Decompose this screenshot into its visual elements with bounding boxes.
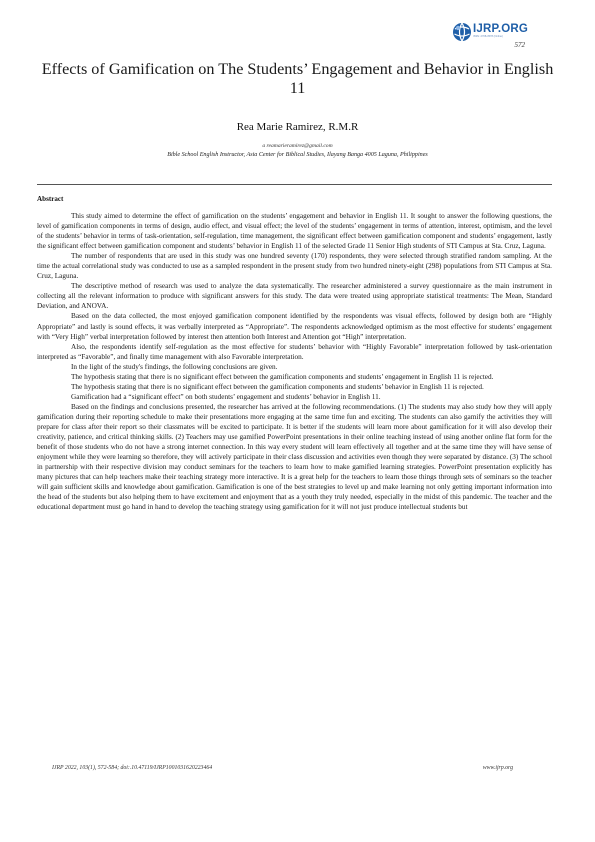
abstract-paragraph: The hypothesis stating that there is no significant effect between the gamification components and students’ behavior in English 11 is rejected. <box>71 382 484 391</box>
page-number: 572 <box>514 41 525 49</box>
logo-text: IJRP.ORG <box>473 23 529 35</box>
author-email: a reamarieramirez@gmail.com <box>262 143 333 149</box>
abstract-paragraph: Also, the respondents identify self-regulation as the most effective for students’ behavior with “Highly Favorable” interpretation followed by task-orientation interpreted as “Favorable”, and finally time management with also Favorable interpretation. <box>37 342 552 361</box>
journal-logo <box>452 22 536 42</box>
abstract-paragraph: This study aimed to determine the effect of gamification on the students’ engagement and behavior in English 11. It sought to answer the following questions, the level of gamification components in terms of design, audio effect, and visual effect; the level of the students’ engagement in terms of attention, interest, optimism, and the level of the students’ behavior in terms of task-orientation, self-regulation, time management, the significant effect between gamification component and students’ engagement, lastly the significant effect between gamification component and students’ behavior in English 11 of the selected Grade 11 Senior High students of STI Campus at Sta. Cruz, Laguna. <box>37 212 552 251</box>
abstract-paragraph: The descriptive method of research was used to analyze the data systematically. The researcher administered a survey questionnaire as the main instrument in collecting all the relevant information to produce with significant answers for this study. The data were treated using appropriate statistical treatments: The Mean, Standard Deviation, and ANOVA. <box>37 282 552 311</box>
abstract-body <box>37 211 552 512</box>
footer-citation: IJRP 2022, 103(1), 572-584; doi:.10.47119/IJRP1001031620223464 <box>52 765 213 771</box>
abstract-paragraph: The hypothesis stating that there is no significant effect between the gamification components and students’ engagement in English 11 is rejected. <box>71 372 494 381</box>
globe-icon <box>452 22 472 42</box>
logo-subtext: ISSN: 2708-3578 (Online) <box>473 35 503 38</box>
author-affiliation: Bible School English Instructor, Asia Center for Biblical Studies, Ilayang Banga 4005 Laguna, Philippines <box>167 152 428 158</box>
abstract-heading: Abstract <box>37 195 64 203</box>
abstract-paragraph: Based on the findings and conclusions presented, the researcher has arrived at the following recommendations. (1) The students may also study how they will apply gamification during their reporting schedule to make their presentations more engaging at the same time fun and exciting. The students can also gamify the activities they will prepare for class after their report so their classmates will be excited to participate. It is better if the students will learn more about gamification for it will also develop their creativity, patience, and critical thinking skills. (2) Teachers may use gamified PowerPoint presentations in their online teaching instead of using another online flat form for the benefit of those students who do not have a strong internet connection. In this way every student will learn effectively all together and at the same time they will have sense of enjoyment while they were learning so therefore, they will actively participate in their class discussion and activities even though they were separated by distance. (3) The school in partnership with their respective division may conduct seminars for the teachers to learn how to make gamified learning strategies. PowerPoint presentation explicitly has many pictures that can help teachers make their teaching strategy more interactive. It is a great help for the teachers to learn those things through sets of seminars so the teacher will gain sufficient skills and knowledge about gamification. Gamification is one of the best strategies to level up and make learning not only getting important information into the head of the students but also helping them to have excitement and enjoyment that as a youth they truly needed, especially in the midst of this pandemic. The teacher and the educational department must go hand in hand to develop the teaching strategy using gamification for it will not just produce intellectual students but <box>37 402 552 512</box>
abstract-paragraph: In the light of the study's findings, the following conclusions are given. <box>71 362 278 371</box>
footer-website: www.ijrp.org <box>482 765 513 771</box>
paper-title: Effects of Gamification on The Students’ Engagement and Behavior in English 11 <box>41 60 554 97</box>
author-name: Rea Marie Ramirez, R.M.R <box>236 121 359 133</box>
abstract-paragraph: Gamification had a “significant effect” on both students’ engagement and students’ behavior in English 11. <box>71 392 381 401</box>
abstract-paragraph: Based on the data collected, the most enjoyed gamification component identified by the respondents was visual effects, followed by design both are “Highly Appropriate” and lastly is sound effects, it was verbally interpreted as “Appropriate”. The respondents acknowledged optimism as the most effective for students’ engagement with “Very High” verbal interpretation followed by interest then attention both Interest and Attention got “High” interpretation. <box>37 312 552 341</box>
abstract-paragraph: The number of respondents that are used in this study was one hundred seventy (170) respondents, they were selected through stratified random sampling. At the time the actual correlational study was conducted to use as a sampled respondent in the present study from two hundred ninety-eight (298) populations from STI Campus at Sta. Cruz, Laguna. <box>37 252 552 281</box>
section-divider <box>37 184 552 185</box>
